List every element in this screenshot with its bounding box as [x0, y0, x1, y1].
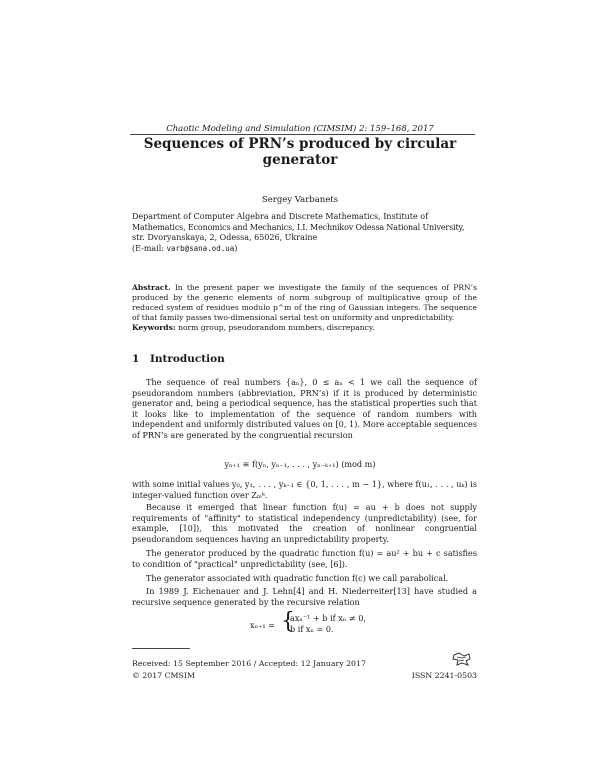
paragraph-3: Because it emerged that linear function f(u) = au + b does not supply requirements of "affinity" to statistical independency (unpredictability) (see, for example, [10]), this motivated the creation of nonlinear congruential pseudorandom sequences having an unpredictability property.: [132, 502, 477, 544]
keywords-label: Keywords:: [132, 322, 176, 332]
affiliation-line: str. Dvoryanskaya, 2, Odessa, 65026, Ukraine: [132, 233, 318, 243]
issn: ISSN 2241-0503: [411, 671, 477, 680]
affiliation: [132, 212, 472, 254]
equation-lhs: xₙ₊₁ =: [250, 620, 275, 630]
brace-symbol: {: [281, 609, 295, 634]
affiliation-line: Mathematics, Economics and Mechanics, I.I. Mechnikov Odessa National University,: [132, 222, 465, 232]
equation-case-1: axₙ⁻¹ + b if xₙ ≠ 0,: [290, 613, 366, 623]
section-heading: [132, 353, 225, 365]
affiliation-line: Department of Computer Algebra and Discrete Mathematics, Institute of: [132, 212, 429, 221]
paragraph-4: The generator produced by the quadratic function f(u) = au² + bu + c satisfies to condition of "practical" unpredictability (see, [6]).: [132, 548, 477, 569]
paragraph-6: In 1989 J. Eichenauer and J. Lehn[4] and H. Niederreiter[13] have studied a recursive sequence generated by the recursive relation: [132, 586, 477, 607]
email-address[interactable]: varb@sana.od.ua: [166, 243, 235, 253]
paragraph-5: The generator associated with quadratic function f(c) we call parabolical.: [146, 573, 449, 583]
email-prefix: (E-mail:: [132, 243, 167, 253]
journal-header: Chaotic Modeling and Simulation (CIMSIM) 2: 159–168, 2017: [166, 124, 434, 134]
email-suffix: ): [234, 243, 238, 253]
journal-logo-icon: [452, 652, 472, 666]
section-number: 1: [132, 353, 140, 365]
paragraph-2: with some initial values y₀, y₁, . . . , yₖ₋₁ ∈ {0, 1, . . . , m − 1}, where f(u₁, . . . , uₖ) is integer-valued function over Zₘᵏ.: [132, 479, 477, 500]
abstract-label: Abstract.: [132, 283, 171, 292]
header-rule: [130, 134, 475, 135]
received-dates: Received: 15 September 2016 / Accepted: 12 January 2017: [132, 659, 366, 668]
keywords-text: norm group, pseudorandom numbers, discrepancy.: [178, 322, 375, 332]
copyright: © 2017 CMSIM: [132, 671, 195, 680]
paper-title: [120, 136, 480, 168]
email-line: [132, 244, 472, 255]
title-line-2: generator: [262, 152, 338, 168]
title-line-1: Sequences of PRN’s produced by circular: [143, 136, 457, 152]
equation-recursion: yₙ₊₁ ≡ f(yₙ, yₙ₋₁, . . . , yₙ₋ₖ₊₁) (mod m): [224, 459, 376, 469]
section-title: Introduction: [150, 353, 225, 365]
abstract-text: In the present paper we investigate the family of the sequences of PRN’s produced by the generic elements of norm subgroup of multiplicative group of the reduced system of residues modulo p^m of the ring of Gaussian integers. The sequence of that family passes two-dimensional serial test on uniformity and unpredictability.: [132, 283, 477, 322]
paragraph-1: The sequence of real numbers {aₙ}, 0 ≤ aₙ < 1 we call the sequence of pseudorandom numbers (abbreviation, PRN’s) if it is produced by deterministic generator and, being a periodical sequence, has the statistical properties such that it looks like to implementation of the sequence of random numbers with independent and uniformly distributed values on [0, 1). More acceptable sequences of PRN’s are generated by the congruential recursion: [132, 377, 477, 440]
abstract: [132, 283, 477, 333]
footnote-rule: [132, 648, 190, 649]
equation-case-2: b if xₙ = 0.: [290, 624, 334, 634]
author-name: Sergey Varbanets: [261, 195, 339, 205]
